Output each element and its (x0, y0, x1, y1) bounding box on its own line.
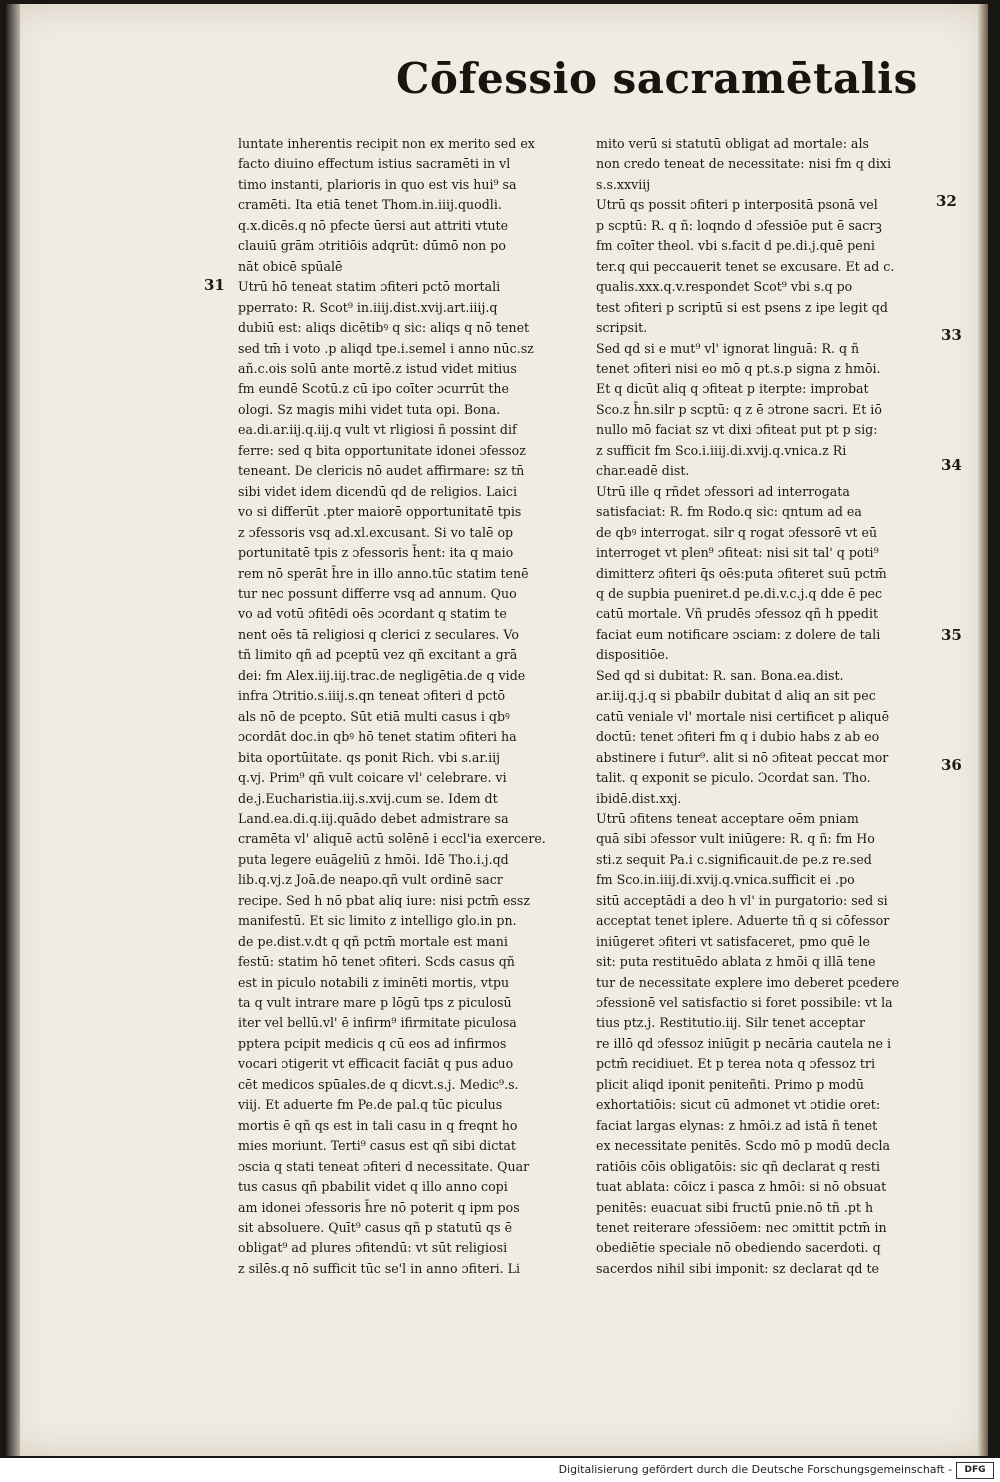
text-line: ɔcordāt doc.in qbꝰ hō tenet statim ɔfiteri ha (238, 729, 517, 745)
text-line: pctm̄ recidiuet. Et p terea nota q ɔfessoz tri (596, 1056, 875, 1072)
text-line: est in piculo notabili z iminēti mortis, vtpu (238, 974, 510, 990)
text-line: portunitatē tpis z ɔfessoris h̄ent: ita q maio (238, 545, 514, 561)
text-line: p scptū: R. q ñ: loqndo d ɔfessiōe put ē sacrꝫ (596, 217, 882, 233)
text-line: dei: fm Alex.iij.iij.trac.de negligētia.de q vide (238, 667, 526, 683)
text-line: Utrū ille q rñdet ɔfessori ad interrogata (596, 483, 850, 499)
text-line: tius ptz.j. Restitutio.iij. Silr tenet acceptar (596, 1015, 865, 1031)
text-line: catū mortale. Vñ prudēs ɔfessoz qñ h ppedit (596, 606, 879, 622)
text-line: q de supbia pueniret.d pe.di.v.c.j.q dde ē pec (596, 585, 883, 601)
text-line: mies moriunt. Terti⁹ casus est qñ sibi dictat (238, 1138, 516, 1154)
text-line: sit absoluere. Quīt⁹ casus qñ p statutū qs ē (238, 1220, 513, 1236)
text-line: fm coīter theol. vbi s.facit d pe.di.j.quē peni (596, 238, 875, 254)
text-line: tñ limito qñ ad pceptū vez qñ excitant a grā (238, 647, 518, 663)
text-line: vocari ɔtigerit vt efficacit faciāt q pus aduo (238, 1056, 514, 1072)
text-line: Et q dicūt aliq q ɔfiteat p iterpte: improbat (596, 381, 869, 397)
text-line: festū: statim hō tenet ɔfiteri. Scds casus qñ (238, 954, 515, 970)
text-line: iniūgeret ɔfiteri vt satisfaceret, pmo quē le (596, 933, 870, 949)
text-line: am idonei ɔfessoris h̄re nō poterit q ipm pos (238, 1199, 520, 1215)
marginal-number-35: 35 (941, 626, 962, 644)
marginal-number-34: 34 (941, 456, 962, 474)
text-line: teneant. De clericis nō audet affirmare: sz tn̄ (238, 463, 525, 479)
text-line: Utrū qs possit ɔfiteri p interpositā psonā vel (596, 197, 878, 213)
text-line: z silēs.q nō sufficit tūc se'l in anno ɔfiteri. Li (238, 1260, 521, 1276)
text-line: nāt obicē spūalē (238, 258, 343, 274)
text-line: viij. Et aduerte fm Pe.de pal.q tūc piculus (238, 1097, 503, 1113)
text-line: clauiū grām ɔtritiōis adqrūt: dūmō non po (238, 238, 506, 254)
text-line: ter.q qui peccauerit tenet se excusare. Et ad c. (596, 258, 895, 274)
text-line: ɔscia q stati teneat ɔfiteri d necessitate. Quar (238, 1158, 530, 1174)
text-line: doctū: tenet ɔfiteri fm q i dubio habs z ab eo (596, 729, 880, 745)
text-line: q.x.dicēs.q nō pfecte ūersi aut attriti vtute (238, 217, 509, 233)
text-line: ibidē.dist.xxj. (596, 790, 682, 806)
right-text-column (596, 134, 931, 1279)
text-line: Sed qd si dubitat: R. san. Bona.ea.dist. (596, 667, 844, 683)
text-line: ta q vult intrare mare p lōgū tps z piculosū (238, 995, 512, 1011)
funding-credit: Digitalisierung gefördert durch die Deutsche Forschungsgemeinschaft - (558, 1463, 952, 1476)
text-line: iter vel bellū.vl' ē infirm⁹ ifirmitate piculosa (238, 1015, 517, 1031)
book-page (6, 4, 988, 1456)
text-line: tenet ɔfiteri nisi eo mō q pt.s.p signa z hmōi. (596, 360, 881, 376)
text-line: abstinere i futur⁹. alit si nō ɔfiteat peccat mor (596, 749, 889, 765)
text-line: sed tm̄ i voto .p aliqd tpe.i.semel i anno nūc.sz (238, 340, 534, 356)
text-line: sti.z sequit Pa.i c.significauit.de pe.z re.sed (596, 851, 872, 867)
text-line: Utrū ɔfitens teneat acceptare oēm pniam (596, 810, 859, 826)
text-line: tus casus qñ pbabilit videt q illo anno copi (238, 1179, 508, 1195)
text-line: fm eundē Scotū.z cū ipo coīter ɔcurrūt the (238, 381, 509, 397)
text-line: quā sibi ɔfessor vult iniūgere: R. q ñ: fm Ho (596, 831, 875, 847)
left-text-column (238, 134, 576, 1279)
text-line: puta legere euāgeliū z hmōi. Idē Tho.i.j.qd (238, 851, 509, 867)
text-line: catū veniale vl' mortale nisi certificet p aliquē (596, 708, 890, 724)
text-line: fm Sco.in.iiij.di.xvij.q.vnica.sufficit ei .po (596, 872, 855, 888)
text-line: manifestū. Et sic limito z intelligo glo.in pn. (238, 913, 517, 929)
text-line: de qbꝰ interrogat. silr q rogat ɔfessorē vt eū (596, 524, 878, 540)
digitization-footer (0, 1458, 1000, 1482)
text-line: añ.c.ois solū ante mortē.z istud videt mitius (238, 360, 517, 376)
text-line: ea.di.ar.iij.q.iij.q vult vt rligiosi ñ possint dif (238, 422, 517, 438)
text-line: infra Ɔtritio.s.iiij.s.qn teneat ɔfiteri d pctō (238, 688, 506, 704)
marginal-number-32: 32 (936, 192, 957, 210)
text-line: de pe.dist.v.dt q qñ pctm̄ mortale est mani (238, 933, 508, 949)
page-edge (978, 4, 988, 1456)
marginal-number-33: 33 (941, 326, 962, 344)
page-spine-shadow (6, 4, 20, 1456)
text-line: faciat eum notificare ɔsciam: z dolere de tali (596, 626, 881, 642)
marginal-number-36: 36 (941, 756, 962, 774)
text-line: z ɔfessoris vsq ad.xl.excusant. Si vo talē op (238, 524, 514, 540)
text-line: dispositiōe. (596, 647, 669, 663)
text-line: talit. q exponit se piculo. Ɔcordat san. Tho. (596, 770, 871, 786)
text-line: als nō de pcepto. Sūt etiā multi casus i qbꝰ (238, 708, 510, 724)
text-line: faciat largas elynas: z hmōi.z ad istā ñ tenet (596, 1117, 878, 1133)
text-line: ex necessitate penitēs. Scdo mō p modū decla (596, 1138, 891, 1154)
text-line: z sufficit fm Sco.i.iiij.di.xvij.q.vnica.z Ri (596, 442, 847, 458)
text-line: cramēta vl' aliquē actū solēnē i eccl'ia exercere. (238, 831, 546, 847)
text-line: tur nec possunt differre vsq ad annum. Quo (238, 585, 517, 601)
text-line: scripsit. (596, 320, 648, 336)
text-line: lib.q.vj.z Joā.de neapo.qñ vult ordinē sacr (238, 872, 503, 888)
text-line: interroget vt plen⁹ ɔfiteat: nisi sit tal' q poti⁹ (596, 545, 879, 561)
text-line: tur de necessitate explere imo deberet pcedere (596, 974, 900, 990)
text-line: nent oēs tā religiosi q clerici z seculares. Vo (238, 626, 519, 642)
text-line: exhortatiōis: sicut cū admonet vt ɔtidie oret: (596, 1097, 881, 1113)
text-line: acceptat tenet iplere. Aduerte tñ q si cōfessor (596, 913, 890, 929)
text-line: ratiōis cōis obligatōis: sic qñ declarat q resti (596, 1158, 880, 1174)
marginal-number-31: 31 (204, 276, 225, 294)
text-line: Utrū hō teneat statim ɔfiteri pctō mortali (238, 279, 501, 295)
text-line: penitēs: euacuat sibi fructū pnie.nō tñ .pt h (596, 1199, 874, 1215)
text-line: sibi videt idem dicendū qd de religios. Laici (238, 483, 517, 499)
text-line: sit: puta restituēdo ablata z hmōi q illā tene (596, 954, 876, 970)
text-line: luntate inherentis recipit non ex merito sed ex (238, 136, 535, 151)
text-line: Land.ea.di.q.iij.quādo debet admistrare sa (238, 810, 509, 826)
text-line: ferre: sed q bita opportunitate idonei ɔfessoz (238, 442, 526, 458)
text-line: sitū acceptādi a deo h vl' in purgatorio: sed si (596, 892, 888, 908)
text-line: vo ad votū ɔfitēdi oēs ɔcordant q statim te (238, 606, 507, 622)
text-line: ar.iij.q.j.q si pbabilr dubitat d aliq an sit pec (596, 688, 876, 704)
text-line: nullo mō faciat sz vt dixi ɔfiteat put pt p sig: (596, 422, 878, 438)
text-line: test ɔfiteri p scriptū si est psens z ipe legit qd (596, 299, 888, 315)
text-line: char.eadē dist. (596, 463, 690, 479)
text-line: mortis ē qñ qs est in tali casu in q freqnt ho (238, 1117, 518, 1133)
text-line: pptera pcipit medicis q cū eos ad infirmos (238, 1035, 507, 1051)
text-line: timo instanti, plarioris in quo est vis hui⁹ sa (238, 176, 517, 192)
text-line: Sed qd si e mut⁹ vl' ignorat linguā: R. q ñ (596, 340, 860, 356)
text-line: obediētie speciale nō obediendo sacerdoti. q (596, 1240, 881, 1256)
text-line: tenet reiterare ɔfessiōem: nec ɔmittit pctm̄ in (596, 1220, 887, 1236)
text-line: tuat ablata: cōicz i pasca z hmōi: si nō obsuat (596, 1179, 887, 1195)
text-line: satisfaciat: R. fm Rodo.q sic: qntum ad ea (596, 504, 862, 520)
text-line: bita oportūitate. qs ponit Rich. vbi s.ar.iij (238, 749, 501, 765)
text-line: vo si differūt .pter maiorē opportunitatē tpis (238, 504, 522, 520)
text-line: pperrato: R. Scot⁹ in.iiij.dist.xvij.art.iiij.q (238, 299, 498, 315)
text-line: plicit aliqd iponit peniteñti. Primo p modū (596, 1076, 865, 1092)
text-line: mito verū si statutū obligat ad mortale: als (596, 136, 869, 151)
text-line: facto diuino effectum istius sacramēti in vl (238, 156, 511, 172)
text-line: rem nō sperāt h̄re in illo anno.tūc statim tenē (238, 565, 529, 581)
text-line: dimitterz ɔfiteri q̄s oēs:puta ɔfiteret suū pctm̄ (596, 565, 887, 581)
text-line: recipe. Sed h nō pbat aliq iure: nisi pctm̄ essz (238, 892, 530, 908)
text-line: s.s.xxviij (596, 176, 651, 192)
text-line: ologi. Sz magis mihi videt tuta opi. Bona. (238, 401, 501, 417)
text-line: cramēti. Ita etiā tenet Thom.in.iiij.quodli. (238, 197, 502, 213)
text-line: dubiū est: aliqs dicētibꝰ q sic: aliqs q nō tenet (238, 320, 530, 336)
text-line: re illō qd ɔfessoz iniūgit p necāria cautela ne i (596, 1035, 892, 1051)
text-line: cēt medicos spūales.de q dicvt.s.j. Medic⁹.s. (238, 1076, 519, 1092)
text-line: sacerdos nihil sibi imponit: sz declarat qd te (596, 1260, 879, 1276)
dfg-logo: DFG (956, 1462, 994, 1479)
running-head: Cōfessio sacramētalis (396, 54, 918, 103)
text-line: non credo teneat de necessitate: nisi fm q dixi (596, 156, 892, 172)
text-line: q.vj. Prim⁹ qñ vult coicare vl' celebrare. vi (238, 770, 507, 786)
text-line: ɔfessionē vel satisfactio si foret possibile: vt la (596, 995, 893, 1011)
text-line: qualis.xxx.q.v.respondet Scot⁹ vbi s.q po (596, 279, 853, 295)
text-line: de.j.Eucharistia.iij.s.xvij.cum se. Idem dt (238, 790, 498, 806)
text-line: Sco.z h̄n.silr p scptū: q z ē ɔtrone sacri. Et iō (596, 401, 882, 417)
text-line: obligat⁹ ad plures ɔfitendū: vt sūt religiosi (238, 1240, 508, 1256)
